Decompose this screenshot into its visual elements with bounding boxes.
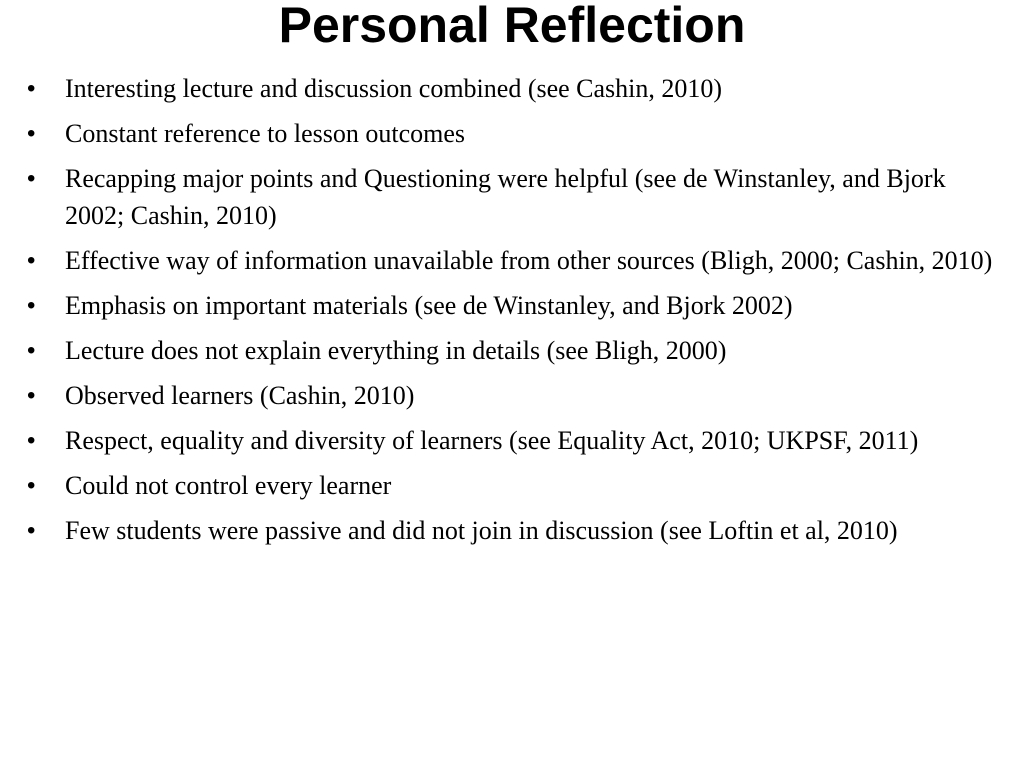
bullet-dot-icon: • [27,247,36,274]
bullet-item [0,377,1024,414]
bullet-dot-icon: • [27,292,36,319]
bullet-text: Observed learners (Cashin, 2010) [65,381,415,410]
bullet-item [0,115,1024,152]
bullet-dot-icon: • [27,120,36,147]
bullet-text: Lecture does not explain everything in details (see Bligh, 2000) [65,336,727,365]
bullet-dot-icon: • [27,75,36,102]
bullet-item [0,287,1024,324]
bullet-text: Recapping major points and Questioning were helpful (see de Winstanley, and Bjork 2002; Cashin, 2010) [65,164,946,230]
bullet-text: Interesting lecture and discussion combined (see Cashin, 2010) [65,74,723,103]
bullet-item [0,242,1024,279]
bullet-dot-icon: • [27,472,36,499]
bullet-text: Emphasis on important materials (see de Winstanley, and Bjork 2002) [65,291,793,320]
bullet-text: Effective way of information unavailable from other sources (Bligh, 2000; Cashin, 2010) [65,246,993,275]
bullet-dot-icon: • [27,382,36,409]
bullet-item [0,467,1024,504]
bullet-text: Could not control every learner [65,471,392,500]
bullet-text: Constant reference to lesson outcomes [65,119,465,148]
bullet-item [0,422,1024,459]
bullet-dot-icon: • [27,165,36,192]
bullet-dot-icon: • [27,517,36,544]
bullet-list [0,70,1024,557]
bullet-text: Respect, equality and diversity of learners (see Equality Act, 2010; UKPSF, 2011) [65,426,919,455]
bullet-item [0,70,1024,107]
bullet-item [0,332,1024,369]
bullet-item [0,160,1024,234]
bullet-dot-icon: • [27,427,36,454]
bullet-dot-icon: • [27,337,36,364]
bullet-text: Few students were passive and did not join in discussion (see Loftin et al, 2010) [65,516,898,545]
bullet-item [0,512,1024,549]
slide-title: Personal Reflection [278,0,746,53]
